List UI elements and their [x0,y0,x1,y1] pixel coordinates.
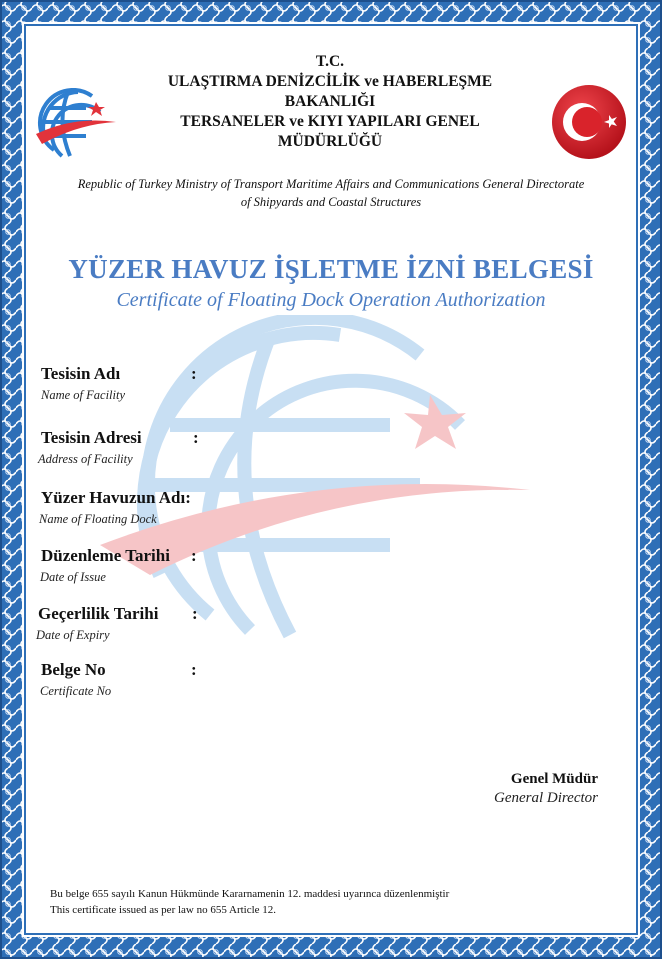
field-label: Geçerlilik Tarihi [38,604,159,623]
field-colon: : [191,546,197,565]
field-sublabel: Certificate No [40,684,112,698]
field-colon: : [191,364,197,383]
legal-footer [50,886,449,918]
field-label: Düzenleme Tarihi [41,546,170,565]
field-label: Tesisin Adresi [41,428,142,447]
field-label: Yüzer Havuzun Adı: [41,488,191,507]
certificate-title: YÜZER HAVUZ İŞLETME İZNİ BELGESİ [68,254,594,284]
field-sublabel: Date of Expiry [36,628,110,642]
field-facility-address [38,428,199,467]
director-title-tr: Genel Müdür [510,771,598,787]
header-line-3: BAKANLIĞI [284,93,376,110]
field-sublabel: Name of Facility [41,388,126,402]
field-label: Tesisin Adı [41,364,121,383]
field-date-of-issue [40,546,197,585]
ministry-globe-logo-icon [34,88,118,160]
header-line-1: T.C. [315,53,345,70]
field-floating-dock-name [41,488,191,527]
header-line-2: ULAŞTIRMA DENİZCİLİK ve HABERLEŞME [167,73,493,90]
turkish-flag-icon [549,84,629,160]
header-line-5: MÜDÜRLÜĞÜ [277,133,383,150]
ministry-header [140,52,520,152]
footer-line-en: This certificate issued as per law no 655 Article 12. [50,904,277,916]
field-colon: : [191,660,197,679]
english-header-line-1: Republic of Turkey Ministry of Transport Maritime Affairs and Communications General Directorate [77,177,585,191]
field-label: Belge No [41,660,106,679]
field-colon: : [193,428,199,447]
field-sublabel: Address of Facility [38,452,133,466]
signature-block [494,771,598,807]
certificate-subtitle: Certificate of Floating Dock Operation Authorization [116,289,546,311]
english-ministry-header [36,175,626,211]
field-colon: : [192,604,198,623]
globe-star-watermark-icon [90,315,560,645]
header-line-4: TERSANELER ve KIYI YAPILARI GENEL [180,113,480,130]
footer-line-tr: Bu belge 655 sayılı Kanun Hükmünde Kararnamenin 12. maddesi uyarınca düzenlenmiştir [50,888,450,900]
field-facility-name [41,364,197,403]
director-title-en: General Director [493,790,598,806]
field-sublabel: Name of Floating Dock [39,512,157,526]
field-certificate-no [40,660,197,699]
english-header-line-2: of Shipyards and Coastal Structures [240,195,422,209]
field-sublabel: Date of Issue [40,570,106,584]
field-date-of-expiry [36,604,198,643]
